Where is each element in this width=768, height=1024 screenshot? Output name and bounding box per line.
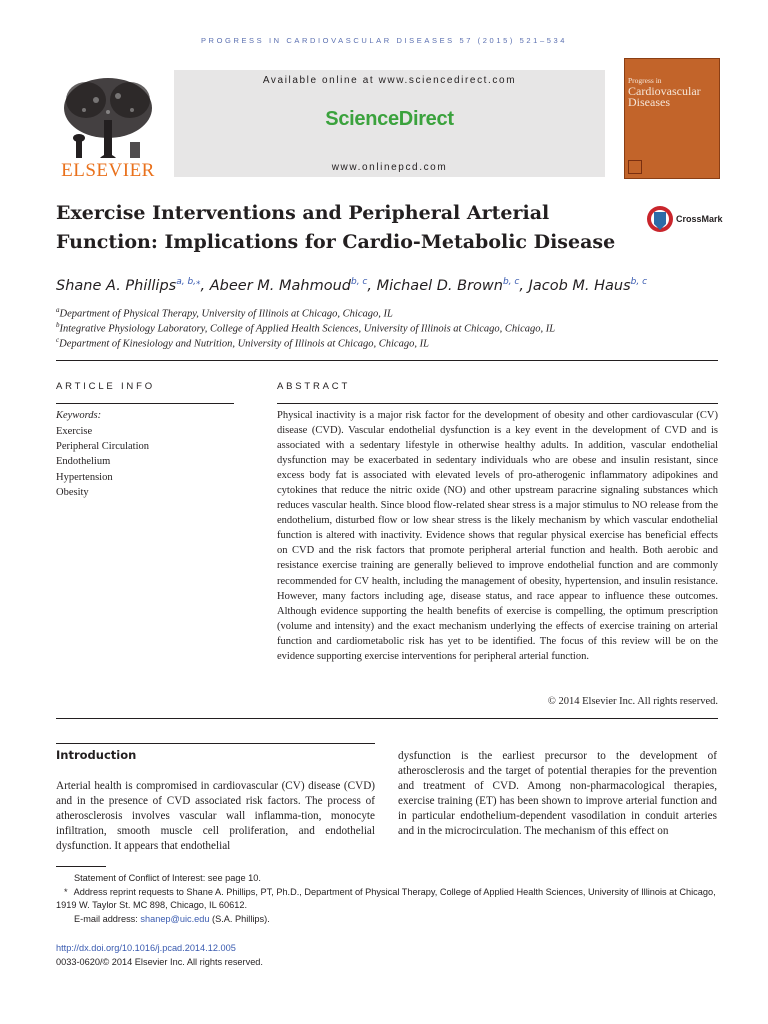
affiliation xyxy=(56,336,429,350)
title-line-1: Exercise Interventions and Peripheral Arterial xyxy=(56,202,550,224)
available-online-text: Available online at www.sciencedirect.com xyxy=(262,75,517,86)
abstract-bottom-divider xyxy=(56,718,718,719)
abstract-text: Physical inactivity is a major risk factor for the development of obesity and other cardiovascular (CV) disease (CVD). Vascular endothelial dysfunction is a key event in the development of CVD and is associated with a sedentary lifestyle in otherwise healthy adults. In addition, vascular endothelial dysfunction may be exacerbated in sedentary individuals who are obese and insulin resistant, since excess body fat is associated with elevated levels of pro-atherogenic inflammatory adipokines and cytokines that reduce the nitric oxide (NO) and other upstream paracrine signaling substances which reduces vascular health. Since blood flow-related shear stress is a major stimulus to NO release from the endothelium, disturbed flow or low shear stress is the likely mechanism by which vascular endothelial function is altered with inactivity. Evidence shows that regular physical exercise has beneficial effects on CVD and the risk factors that promote peripheral arterial function and health. Both aerobic and resistance exercise training are generally believed to improve endothelial function and are commonly recommended for CV health, including the management of obesity, hypertension, and insulin resistance. However, many factors including age, disease status, and race appear to influence these outcomes. Although evidence supporting the health benefits of exercise is compelling, the optimum prescription (volume and intensity) and the exact mechanism underlying the effects of exercise training on arterial function and cardiometabolic risk has yet to be identified. The focus of this review will be on the evidence supporting exercise interventions for peripheral arterial function. xyxy=(277,410,718,662)
author-name[interactable]: Michael D. Brown xyxy=(376,277,503,294)
author-affil-marks[interactable]: b, c xyxy=(351,277,368,287)
author-separator: , xyxy=(200,277,210,294)
email-link[interactable]: shanep@uic.edu xyxy=(140,913,210,924)
footnote-marker: * xyxy=(64,886,68,897)
email-suffix: (S.A. Phillips). xyxy=(209,913,270,924)
article-info-heading: ARTICLE INFO xyxy=(56,381,155,392)
cover-title-small: Progress in xyxy=(628,76,662,85)
author-name[interactable]: Abeer M. Mahmoud xyxy=(209,277,351,294)
doi-link[interactable]: http://dx.doi.org/10.1016/j.pcad.2014.12.005 xyxy=(56,943,236,953)
affiliation-text: Department of Kinesiology and Nutrition, University of Illinois at Chicago, Chicago, IL xyxy=(59,338,429,350)
body-column-left: Arterial health is compromised in cardiovascular (CV) disease (CVD) and in the presence of CVD associated risk factors. The process of atherosclerosis involves vascular wall inflamma-tion, monocyte infiltration, smooth muscle cell proliferation, and endothelial dysfunction. It appears that endothelial xyxy=(56,780,375,853)
author-affil-marks[interactable]: a, b,⁎ xyxy=(176,277,201,287)
introduction-heading: Introduction xyxy=(56,748,137,762)
article-info-divider xyxy=(56,403,234,404)
footnote-divider xyxy=(56,866,106,867)
keyword[interactable]: Hypertension xyxy=(56,471,113,483)
author-separator: , xyxy=(519,277,529,294)
keyword-list xyxy=(56,424,149,500)
keyword[interactable]: Endothelium xyxy=(56,456,111,468)
cover-title-line2: Diseases xyxy=(628,95,670,109)
affiliation-mark: a xyxy=(56,306,60,314)
intro-top-rule xyxy=(56,743,375,744)
affiliation-mark: c xyxy=(56,336,60,344)
cover-title-line1: Cardiovascular xyxy=(628,84,701,98)
author-affil-marks[interactable]: b, c xyxy=(502,277,520,287)
author-name[interactable]: Jacob M. Haus xyxy=(528,277,631,294)
keywords-label: Keywords: xyxy=(56,410,102,421)
keyword[interactable]: Peripheral Circulation xyxy=(56,441,150,453)
issn-copyright: 0033-0620/© 2014 Elsevier Inc. All rights reserved. xyxy=(56,956,263,967)
keyword[interactable]: Exercise xyxy=(56,426,93,437)
title-line-2: Function: Implications for Cardio-Metabolic Disease xyxy=(56,231,616,253)
reprint-footnote xyxy=(56,886,720,913)
doi-block xyxy=(56,942,263,969)
abstract-heading: ABSTRACT xyxy=(277,381,351,392)
abstract-copyright: © 2014 Elsevier Inc. All rights reserved. xyxy=(547,696,718,707)
affiliation-text: Department of Physical Therapy, University of Illinois at Chicago, Chicago, IL xyxy=(59,308,393,320)
affiliation-mark: b xyxy=(56,321,60,329)
footnotes xyxy=(56,872,720,926)
body-column-right: dysfunction is the earliest precursor to the development of atherosclerosis and the target of potential therapies for the prevention and treatment of CVD. Among non-pharmacological therapies, exercise training (ET) has been shown to improve arterial function and in particular endothelium-dependent vasodilation in conduit arteries and in the microcirculation. The mechanism of this effect on xyxy=(398,750,717,838)
cover-emblem-icon xyxy=(628,160,642,174)
reprint-text: Address reprint requests to Shane A. Phillips, PT, Ph.D., Department of Physical Therapy, College of Applied Health Sciences, University of Illinois at Chicago, 1919 W. Taylor St. MC 898, Chicago, IL 60612. xyxy=(56,886,716,910)
email-footnote xyxy=(56,913,720,927)
author-name[interactable]: Shane A. Phillips xyxy=(56,277,177,294)
journal-url[interactable]: www.onlinepcd.com xyxy=(331,162,448,173)
journal-running-head: PROGRESS IN CARDIOVASCULAR DISEASES 57 (2015) 521–534 xyxy=(200,36,568,45)
journal-cover-title xyxy=(628,76,718,108)
email-label: E-mail address: xyxy=(74,913,141,924)
affiliation xyxy=(56,306,393,320)
author-affil-marks[interactable]: b, c xyxy=(630,277,648,287)
abstract-divider xyxy=(277,403,718,404)
crossmark-label[interactable]: CrossMark xyxy=(676,214,723,224)
keyword[interactable]: Obesity xyxy=(56,486,89,498)
conflict-statement: Statement of Conflict of Interest: see page 10. xyxy=(74,873,261,883)
affiliation-text: Integrative Physiology Laboratory, College of Applied Health Sciences, University of Illinois at Chicago, Chicago, IL xyxy=(59,323,556,335)
author-separator: , xyxy=(367,277,377,294)
header-divider xyxy=(56,360,718,361)
article-title xyxy=(56,199,616,257)
elsevier-wordmark: ELSEVIER xyxy=(61,160,155,181)
sciencedirect-logo[interactable]: ScienceDirect xyxy=(325,108,454,130)
author-list xyxy=(56,277,736,294)
affiliation xyxy=(56,321,555,335)
